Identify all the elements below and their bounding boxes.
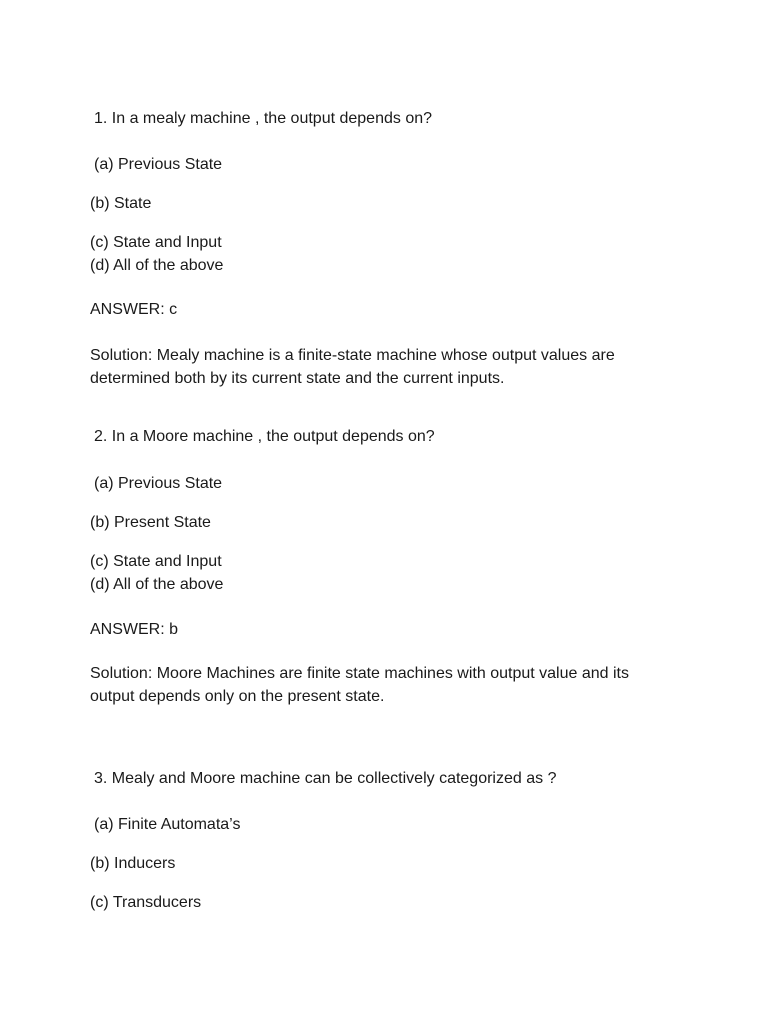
question-1-text: 1. In a mealy machine , the output depends on? [94,110,433,127]
question-2-text: 2. In a Moore machine , the output depends on? [94,428,435,445]
question-1-solution: Solution: Mealy machine is a finite-state machine whose output values are determined both by its current state and the current inputs. [90,347,615,387]
question-2-option-d: (d) All of the above [90,576,224,593]
question-1-option-b: (b) State [90,195,152,212]
question-3-option-b: (b) Inducers [90,855,176,872]
question-2-option-c: (c) State and Input [90,553,222,570]
question-1-answer: ANSWER: c [90,301,178,318]
question-3-option-c: (c) Transducers [90,894,202,911]
question-3-text: 3. Mealy and Moore machine can be collectively categorized as ? [94,770,557,787]
question-2-answer: ANSWER: b [90,621,179,638]
question-1-option-a: (a) Previous State [94,156,223,173]
question-3-option-a: (a) Finite Automata’s [94,816,241,833]
question-2-solution: Solution: Moore Machines are finite state machines with output value and its output depends only on the present state. [90,665,629,705]
question-2-option-a: (a) Previous State [94,475,223,492]
question-2-option-b: (b) Present State [90,514,211,531]
question-1-option-d: (d) All of the above [90,257,224,274]
question-1-option-c: (c) State and Input [90,234,222,251]
